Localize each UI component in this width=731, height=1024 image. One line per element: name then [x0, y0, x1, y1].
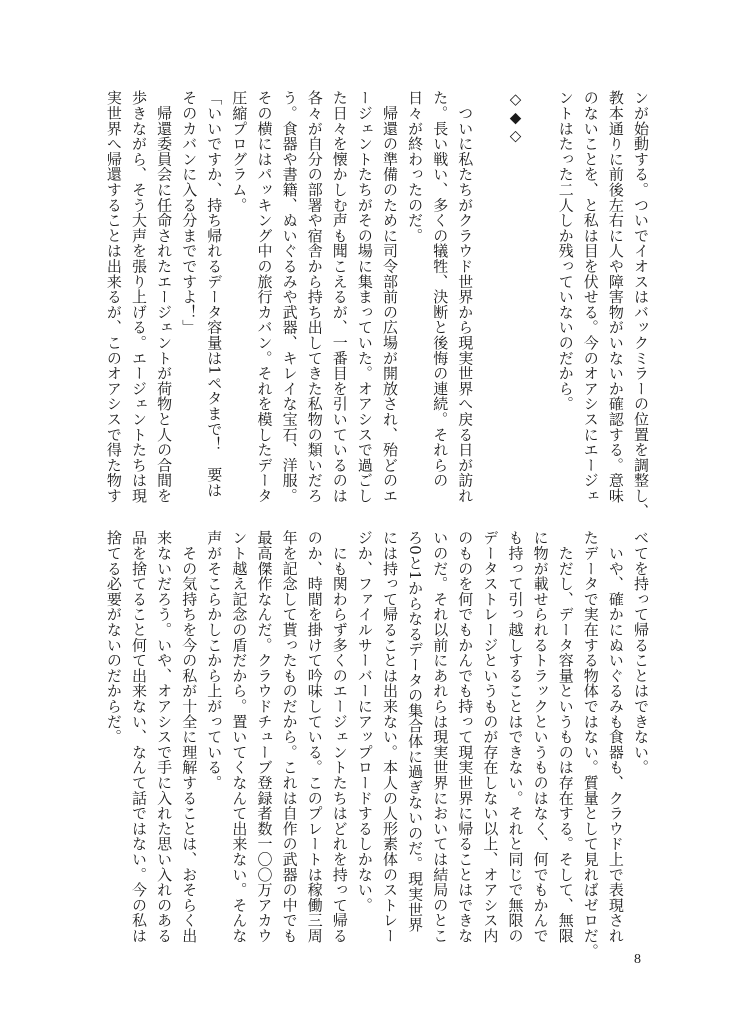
text-column: 日々が終わったのだ。	[406, 90, 425, 243]
text-column: ンが始動する。ついでイオスはバックミラーの位置を調整し、	[632, 90, 650, 519]
text-column: べてを持って帰ることはできない。	[632, 530, 650, 775]
text-column: ントはたった二人しか残っていないのだから。	[556, 90, 575, 412]
text-column: データストレージというものが存在しない以上、オアシス内	[481, 530, 500, 944]
text-column: た日々を懐かしむ声も聞こえるが、一番目を引いているのは	[330, 90, 349, 504]
text-column: に物が載せられるトラックというものはなく、何でもかんで	[531, 530, 550, 944]
text-column: 帰還委員会に任命されたエージェントが荷物と人の合間を	[155, 90, 174, 504]
text-column: その横にはパッキング中の旅行カバン。それを模したデータ	[255, 90, 274, 504]
text-column: いのだ。それ以前にあれらは現実世界においては結局のとこ	[431, 530, 450, 944]
text-column: にも関わらず多くのエージェントたちはどれを持って帰る	[330, 530, 349, 944]
text-column: 帰還の準備のために司令部前の広場が開放され、殆どのエ	[381, 90, 399, 504]
text-column: 歩きながら、そう大声を張り上げる。エージェントたちは現	[130, 90, 148, 504]
text-column: 捨てる必要がないのだからだ。	[104, 530, 123, 745]
top-text-block	[0, 90, 731, 519]
text-column: も持って引っ越しすることはできない。それと同じで無限の	[506, 530, 525, 944]
text-column: その気持ちを今の私が十全に理解することは、おそらく出	[180, 530, 199, 944]
text-column: には持って帰ることは出来ない。本人の人形素体のストレー	[381, 530, 399, 944]
text-column: ただし、データ容量というものは存在する。そして、無限	[556, 530, 575, 944]
text-column: う。食器や書籍、ぬいぐるみや武器、キレイな宝石、洋服。	[280, 90, 299, 504]
text-column: 最高傑作なんだ。クラウドチューブ登録者数一〇〇万アカウ	[255, 530, 274, 944]
text-column: 各々が自分の部署や宿舎から持ち出してきた私物の類いだろ	[305, 90, 324, 504]
text-column: ろ0と1からなるデータの集合体に過ぎないのだ。現実世界	[406, 530, 425, 933]
text-column: 来ないだろう。いや、オアシスで手に入れた思い入れのある	[155, 530, 174, 944]
text-column: 「いいですか、持ち帰れるデータ容量は1ペタまで！ 要は	[205, 90, 224, 498]
bottom-text-block	[0, 530, 731, 959]
text-column: 品を捨てること何て出来ない、なんて話ではない。今の私は	[130, 530, 148, 944]
text-column: のないことを、と私は目を伏せる。今のオアシスにエージェ	[581, 90, 600, 504]
text-column: ついに私たちがクラウド世界から現実世界へ戻る日が訪れ	[456, 90, 475, 504]
text-column: 年を記念して貰ったものだから。これは自作の武器の中でも	[280, 530, 299, 944]
text-column: 教本通りに前後左右に人や障害物がいないか確認する。意味	[606, 90, 625, 504]
text-column: ント越え記念の盾だから。置いてくなんて出来ない。そんな	[230, 530, 249, 944]
text-column: いや、確かにぬいぐるみも食器も、クラウド上で表現され	[606, 530, 625, 944]
text-column: た。長い戦い、多くの犠牲、決断と後悔の連続。それらの	[431, 90, 450, 488]
page-number: 8	[634, 952, 641, 967]
text-column: 圧縮プログラム。	[230, 90, 249, 213]
text-column: 声がそこらかしこから上がっている。	[205, 530, 224, 791]
text-column: のものを何でもかんでも持って現実世界に帰ることはできな	[456, 530, 475, 944]
text-column: ジか、ファイルサーバーにアップロードするしかない。	[355, 530, 374, 913]
text-column: 実世界へ帰還することは出来るが、このオアシスで得た物す	[104, 90, 123, 504]
text-column: のか、時間を掛けて吟味している。このプレートは稼働三周	[305, 530, 324, 944]
text-column: そのカバンに入る分までですよ！」	[180, 90, 199, 335]
section-divider-diamonds: ◇◆◇	[506, 90, 525, 145]
text-column: ージェントたちがその場に集まっていた。オアシスで過ごし	[355, 90, 374, 504]
text-column: たデータで実在する物体ではない。質量として見ればゼロだ。	[581, 530, 600, 959]
